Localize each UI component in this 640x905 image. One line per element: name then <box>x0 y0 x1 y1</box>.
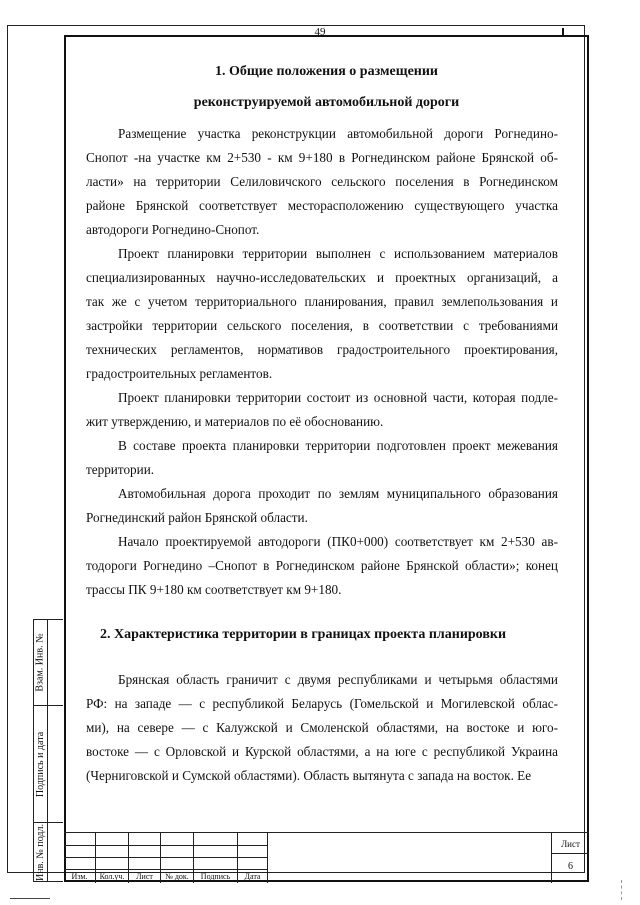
side-label-inv: Инв. № подл. <box>35 823 47 881</box>
corner-mark <box>562 28 564 36</box>
text-line: Размещение участка реконструкции автомобильной дороги Рогнедино- <box>118 126 558 141</box>
text-line: Автомобильная дорога проходит по землям муниципального образования <box>118 486 558 501</box>
text-line: РФ: на западе — с республикой Беларусь (Гомельской и Могилевской облас- <box>86 696 558 711</box>
text-line: востоке — с Орловской и Курской областями, а на юге с республикой Украина <box>86 744 558 759</box>
stamp-caption: № док. <box>165 872 189 881</box>
page-number: 49 <box>314 26 326 38</box>
section2-body <box>86 668 558 788</box>
stamp-col-data <box>238 833 268 883</box>
stamp-caption: Изм. <box>71 872 88 881</box>
section2-title: 2. Характеристика территории в границах проекта планировки <box>100 627 507 642</box>
side-cell-vzam <box>33 619 63 705</box>
text-line: жит утверждению, и материалов по её обоснованию. <box>86 414 384 429</box>
stamp-col-izm <box>64 833 96 883</box>
text-line: территории. <box>86 462 155 477</box>
paragraph <box>86 122 558 242</box>
text-line: В составе проекта планировки территории подготовлен проект межевания <box>118 438 558 453</box>
sheet-label: Лист <box>561 839 580 849</box>
stamp-caption: Подпись <box>200 872 231 881</box>
text-line: (Черниговской и Сумской областями). Область вытянута с запада на восток. Ее <box>86 768 532 783</box>
side-label-vzam: Взам. Инв. № <box>35 633 47 692</box>
text-line: специализированных научно-исследовательских и проектных организаций, а <box>86 270 558 285</box>
stamp-col-list <box>129 833 161 883</box>
side-label-podpis: Подпись и дата <box>35 731 46 797</box>
text-line: трассы ПК 9+180 км соответствует км 9+180. <box>86 582 342 597</box>
section1-title-line2: реконструируемой автомобильной дороги <box>193 95 460 110</box>
side-cell-inv <box>33 822 63 882</box>
text-line: автодороги Рогнедино-Снопот. <box>86 222 260 237</box>
section1-body <box>86 122 558 602</box>
stamp-caption: Кол.уч. <box>99 872 125 881</box>
paragraph <box>86 668 558 788</box>
stamp-caption: Дата <box>244 872 261 881</box>
stamp-col-doc <box>161 833 194 883</box>
text-line: ми), на севере — с Калужской и Смоленской областями, на востоке и юго- <box>86 720 558 735</box>
sheet-number: 6 <box>568 861 573 872</box>
text-line: технических регламентов, нормативов градостроительного проектирования, <box>86 342 558 357</box>
text-line: Рогнединский район Брянской области. <box>86 510 308 525</box>
edge-mark <box>621 880 623 900</box>
text-line: ласти» на территории Селиловичского сельского поселения в Рогнединском <box>86 174 558 189</box>
side-cell-podpis <box>33 705 63 822</box>
text-line: Проект планировки территории состоит из основной части, которая подле- <box>118 390 558 405</box>
stamp-caption: Лист <box>136 872 153 881</box>
sheet-box <box>551 833 589 883</box>
paragraph <box>86 242 558 386</box>
paragraph <box>86 386 558 434</box>
stamp-col-kolvo <box>96 833 129 883</box>
text-line: Проект планировки территории выполнен с использованием материалов <box>118 246 558 261</box>
text-line: застройки территории сельского поселения, в соответствии с требованиями <box>86 318 558 333</box>
text-line: тодороги Рогнедино –Снопот в Рогнединском районе Брянской области»; конец <box>86 558 558 573</box>
section1-title-line1: 1. Общие положения о размещении <box>215 64 438 79</box>
text-line: Снопот -на участке км 2+530 - км 9+180 в Рогнединском районе Брянской об- <box>86 150 558 165</box>
stamp-col-podpis <box>194 833 238 883</box>
text-line: Начало проектируемой автодороги (ПК0+000) соответствует км 2+530 ав- <box>118 534 558 549</box>
paragraph <box>86 434 558 482</box>
bottom-mark <box>10 898 50 899</box>
title-block <box>64 832 589 882</box>
text-line: районе Брянской соответствует месторасположению существующего участка <box>86 198 558 213</box>
text-line: Брянская область граничит с двумя республиками и четырьмя областями <box>118 672 558 687</box>
paragraph <box>86 530 558 602</box>
paragraph <box>86 482 558 530</box>
text-line: градостроительных регламентов. <box>86 366 273 381</box>
text-line: так же с учетом территориального планирования, правил землепользования и <box>86 294 558 309</box>
